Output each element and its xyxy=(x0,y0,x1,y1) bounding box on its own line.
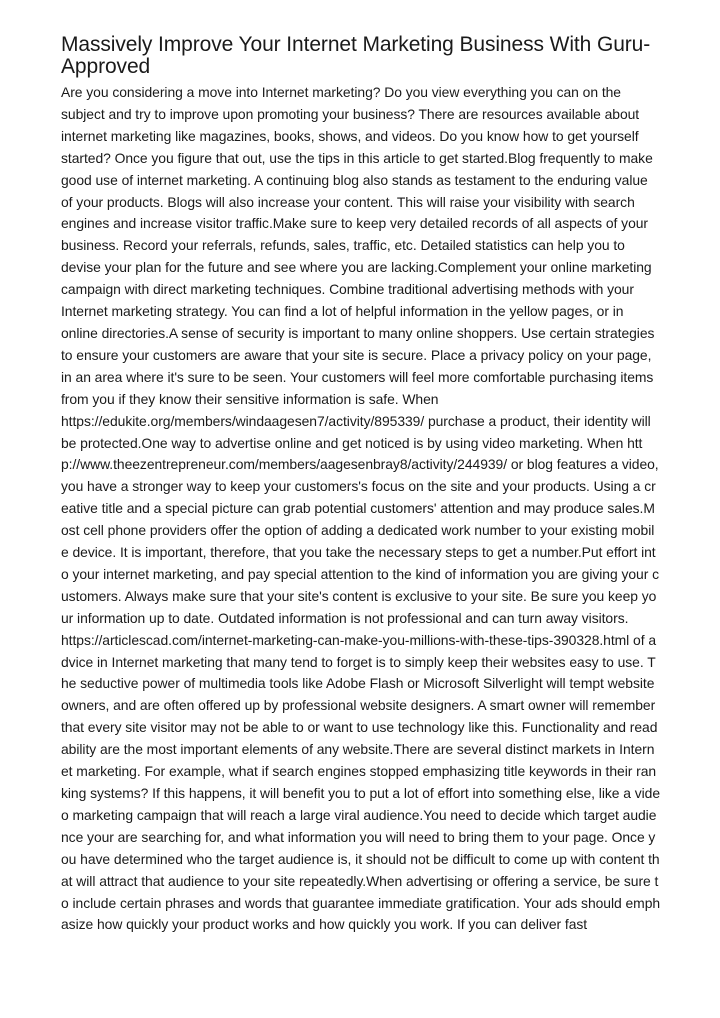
document-body xyxy=(61,82,661,936)
document-title: Massively Improve Your Internet Marketing Business With Guru-Approved xyxy=(61,33,651,78)
document-page xyxy=(61,34,661,936)
body-paragraph: https://edukite.org/members/windaagesen7/activity/895339/ purchase a product, their identity will be protected.One way to advertise online and get noticed is by using video marketing. When http://www.theezentrepreneur.com/members/aagesenbray8/activity/244939/ or blog features a video, you have a stronger way to keep your customers's focus on the site and your products. Using a creative title and a special picture can grab potential customers' attention and may produce sales.Most cell phone providers offer the option of adding a dedicated work number to your existing mobile device. It is important, therefore, that you take the necessary steps to get a number.Put effort into your internet marketing, and pay special attention to the kind of information you are giving your customers. Always make sure that your site's content is exclusive to your site. Be sure you keep your information up to date. Outdated information is not professional and can turn away visitors. xyxy=(61,412,659,626)
body-paragraph: Are you considering a move into Internet marketing? Do you view everything you can on the subject and try to improve upon promoting your business? There are resources available about internet marketing like magazines, books, shows, and videos. Do you know how to get yourself started? Once you figure that out, use the tips in this article to get started.Blog frequently to make good use of internet marketing. A continuing blog also stands as testament to the enduring value of your products. Blogs will also increase your content. This will raise your visibility with search engines and increase visitor traffic.Make sure to keep very detailed records of all aspects of your business. Record your referrals, refunds, sales, traffic, etc. Detailed statistics can help you to devise your plan for the future and see where you are lacking.Complement your online marketing campaign with direct marketing techniques. Combine traditional advertising methods with your Internet marketing strategy. You can find a lot of helpful information in the yellow pages, or in online directories.A sense of security is important to many online shoppers. Use certain strategies to ensure your customers are aware that your site is secure. Place a privacy policy on your page, in an area where it's sure to be seen. Your customers will feel more comfortable purchasing items from you if they know their sensitive information is safe. When xyxy=(61,84,655,407)
body-paragraph: https://articlescad.com/internet-marketing-can-make-you-millions-with-these-tips-390328.html of advice in Internet marketing that many tend to forget is to simply keep their websites easy to use. The seductive power of multimedia tools like Adobe Flash or Microsoft Silverlight will tempt website owners, and are often offered up by professional website designers. A smart owner will remember that every site visitor may not be able to or want to use technology like this. Functionality and readability are the most important elements of any website.There are several distinct markets in Internet marketing. For example, what if search engines stopped emphasizing title keywords in their ranking systems? If this happens, it will benefit you to put a lot of effort into something else, like a video marketing campaign that will reach a large viral audience.You need to decide which target audience your are searching for, and what information you will need to bring them to your page. Once you have determined who the target audience is, it should not be difficult to come up with content that will attract that audience to your site repeatedly.When advertising or offering a service, be sure to include certain phrases and words that guarantee immediate gratification. Your ads should emphasize how quickly your product works and how quickly you work. If you can deliver fast xyxy=(61,631,661,933)
